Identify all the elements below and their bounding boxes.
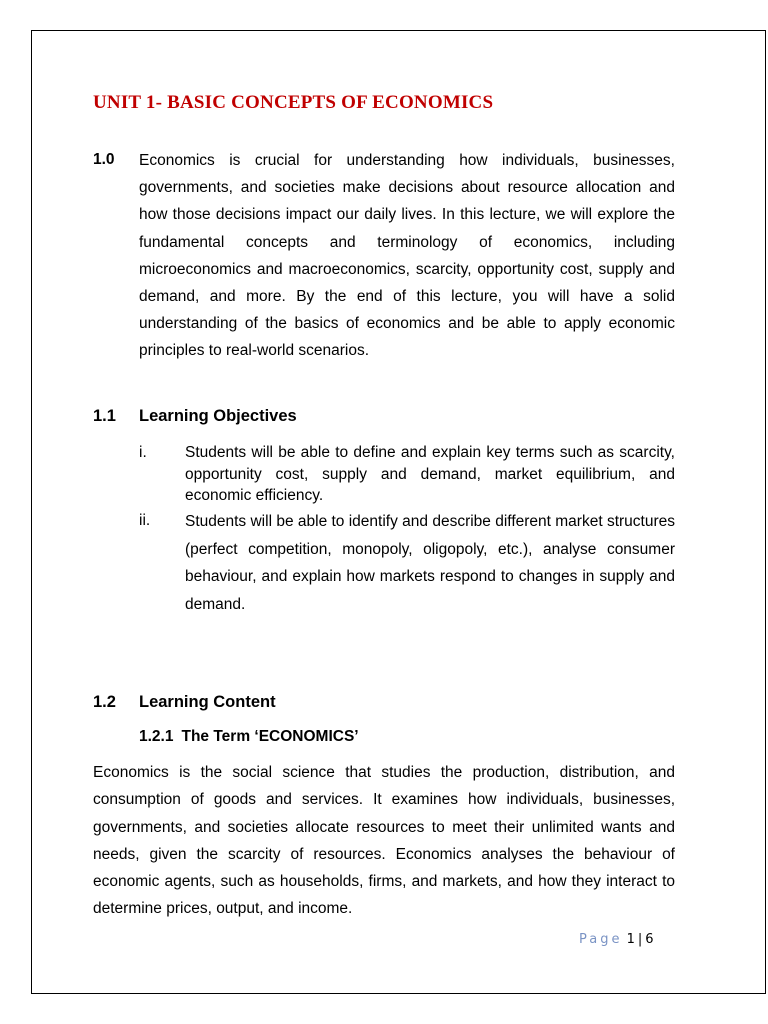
total-pages-number: 6 [645, 932, 654, 947]
intro-paragraph: Economics is crucial for understanding how individuals, businesses, governments, and societies make decisions about resource allocation and how those decisions impact our daily lives. In this lecture, we will explore the fundamental concepts and terminology of economics, including microeconomics and macroeconomics, scarcity, opportunity cost, supply and demand, and more. By the end of this lecture, you will have a solid understanding of the basics of economics and be able to apply economic principles to real-world scenarios. [139, 152, 675, 360]
subsection-number: 1.2.1 [139, 728, 174, 745]
unit-title: UNIT 1- BASIC CONCEPTS OF ECONOMICS [93, 92, 494, 113]
objective-marker: i. [139, 444, 147, 461]
objective-text: Students will be able to define and explain key terms such as scarcity, opportunity cost, supply and demand, market equilibrium, and economic efficiency. [185, 444, 675, 504]
objectives-section-number: 1.1 [93, 407, 116, 425]
content-heading-text: Learning Content [139, 693, 276, 711]
economics-definition-paragraph: Economics is the social science that studies the production, distribution, and consumption of goods and services. It examines how individuals, businesses, governments, and societies allocate resources to meet their unlimited wants and needs, given the scarcity of resources. Economics analyses the behaviour of economic agents, such as households, firms, and markets, and how they interact to determine prices, output, and income. [93, 764, 675, 918]
page-separator: | [637, 932, 643, 947]
content-section-number: 1.2 [93, 693, 116, 711]
objectives-heading-text: Learning Objectives [139, 407, 297, 425]
intro-section-number: 1.0 [93, 151, 115, 168]
current-page-number: 1 [626, 932, 635, 947]
content-heading [93, 693, 276, 712]
page-label: Page [579, 932, 623, 947]
objective-text: Students will be able to identify and describe different market structures (perfect competition, monopoly, oligopoly, etc.), analyse consumer behaviour, and explain how markets respond to changes in supply and demand. [185, 513, 675, 613]
page-footer [579, 932, 654, 947]
subsection-heading-text: The Term ‘ECONOMICS’ [181, 728, 359, 745]
objectives-heading [93, 407, 297, 426]
subsection-heading [139, 728, 359, 746]
objective-marker: ii. [139, 512, 151, 529]
